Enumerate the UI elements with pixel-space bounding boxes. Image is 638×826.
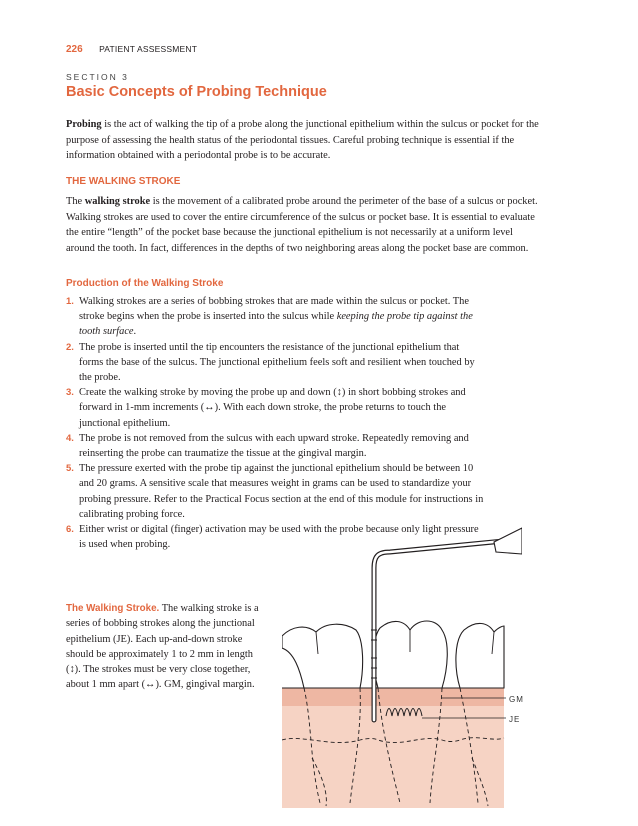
step-text: Create the walking stroke by moving the probe up and down (↕) in short bobbing strokes and forward in 1-mm increments (↔). With each down stroke, the probe returns to touch the junctional epithelium. [79, 387, 466, 429]
walking-stroke-illustration [282, 508, 522, 808]
page-number: 226 [66, 44, 83, 55]
step-text: The probe is not removed from the sulcus with each upward stroke. Repeatedly removing and reinserting the probe can traumatize the tissue at the gingival margin. [79, 432, 469, 460]
probe-handle [494, 528, 522, 554]
step-number: 4. [66, 432, 74, 444]
step-text: The probe is inserted until the tip encounters the resistance of the junctional epithelium that forms the base of the sulcus. The junctional epithelium feels soft and resilient when touched by the probe. [79, 341, 475, 384]
intro-term: Probing [66, 119, 102, 130]
step-number: 1. [66, 296, 74, 307]
walking-stroke-heading: THE WALKING STROKE [66, 176, 181, 187]
list-item [66, 431, 486, 461]
step-number: 6. [66, 524, 74, 536]
intro-paragraph [66, 117, 544, 164]
tooth-crown [456, 623, 504, 688]
list-item [66, 294, 486, 340]
intro-text: is the act of walking the tip of a probe along the junctional epithelium within the sulcus or pocket for the purpose of assessing the health status of the periodontal tissues. Careful probing technique is essential if the information obtained with a periodontal probe is to be accurate. [66, 119, 539, 162]
running-header [66, 44, 197, 55]
step-emphasis: keeping the probe tip against the tooth surface [79, 311, 473, 338]
list-item [66, 385, 486, 431]
step-number: 2. [66, 341, 74, 353]
walking-pre: The [66, 196, 85, 207]
walking-term: walking stroke [84, 196, 151, 207]
step-text: Walking strokes are a series of bobbing strokes that are made within the sulcus or pocket. The stroke begins when the probe is inserted into the sulcus while [79, 296, 469, 323]
gingiva-dark-band [282, 688, 504, 706]
caption-title: The Walking Stroke. [66, 603, 160, 614]
running-head: PATIENT ASSESSMENT [99, 44, 198, 54]
step-text: Either wrist or digital (finger) activation may be used with the probe because only light pressure is used when probing. [79, 524, 479, 551]
figure-caption [66, 601, 270, 693]
walking-text: is the movement of a calibrated probe around the perimeter of the base of a sulcus or pocket. Walking strokes are used to cover the entire circumference of the sulcus or pocket base. It is essential to evaluate the entire “length” of the pocket base because the junctional epithelium is not necessarily at a uniform level around the tooth. In fact, differences in the depths of two neighboring areas along the pocket base are common. [66, 196, 538, 254]
step-number: 3. [66, 387, 74, 399]
list-item [66, 340, 486, 386]
step-number: 5. [66, 463, 74, 475]
step-end: . [133, 326, 137, 338]
step-text: The pressure exerted with the probe tip against the junctional epithelium should be between 10 and 20 grams. A sensitive scale that measures weight in grams can be used to standardize your probing pressure. Refer to the Practical Focus section at the end of this module for instructions in calibrating probing force. [79, 463, 484, 520]
tooth-crown [374, 621, 448, 688]
walking-stroke-paragraph [66, 194, 544, 256]
caption-text: The walking stroke is a series of bobbing strokes along the junctional epithelium (JE). Each up-and-down stroke should be approximately 1 to 2 mm in length (↕). The strokes must be very close together, about 1 mm apart (↔). GM, gingival margin. [66, 603, 259, 691]
production-heading: Production of the Walking Stroke [66, 278, 224, 289]
section-label: SECTION 3 [66, 72, 129, 82]
label-gm: GM [509, 695, 524, 704]
label-je: JE [509, 715, 521, 724]
tooth-crown [282, 624, 363, 688]
section-title: Basic Concepts of Probing Technique [66, 84, 327, 100]
